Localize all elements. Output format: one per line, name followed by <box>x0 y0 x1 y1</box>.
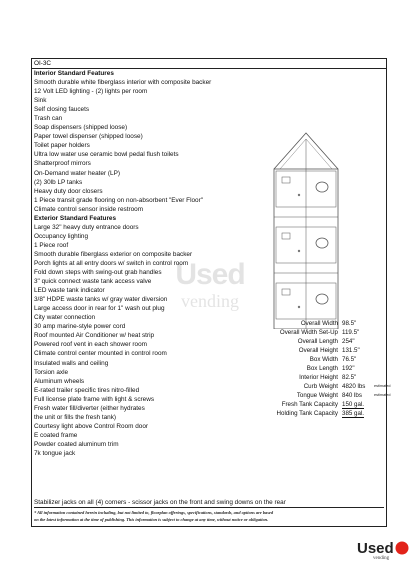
feature-line: Smooth durable white fiberglass interior with composite backer <box>34 79 212 87</box>
spec-label: Interior Height <box>299 374 338 382</box>
spec-row <box>228 337 388 346</box>
spec-row <box>228 382 391 391</box>
toilet-icon <box>316 294 328 304</box>
spec-row <box>228 409 388 418</box>
door-handle-icon <box>298 306 300 308</box>
feature-line: Powder coated aluminum trim <box>34 440 119 448</box>
feature-line: On-Demand water heater (LP) <box>34 169 120 177</box>
section-heading: Exterior Standard Features <box>34 214 117 222</box>
spec-label: Overall Width <box>300 320 338 327</box>
feature-line: Aluminum wheels <box>34 377 85 385</box>
spec-value: 76.5" <box>342 356 357 364</box>
feature-line: Climate control sensor inside restroom <box>34 205 144 213</box>
spec-note: estimated <box>374 393 391 398</box>
spec-note: estimated <box>374 384 391 389</box>
feature-line: Porch lights at all entry doors w/ switch in control room <box>34 259 189 267</box>
spec-value: 4820 lbs <box>342 383 366 391</box>
spec-row <box>228 355 388 364</box>
feature-line: Roof mounted Air Conditioner w/ heat strip <box>34 332 155 340</box>
feature-line: Smooth durable fiberglass exterior on composite backer <box>34 250 193 258</box>
spec-value: 98.5" <box>342 320 357 327</box>
spec-value: 840 lbs <box>342 392 362 400</box>
spec-value: 385 gal. <box>342 410 365 418</box>
feature-line: E-rated trailer specific tires nitro-filled <box>34 386 140 394</box>
feature-line: Powered roof vent in each shower room <box>34 341 147 349</box>
spec-label: Overall Width Set-Up <box>279 329 338 337</box>
feature-line: Torsion axle <box>34 368 69 376</box>
feature-line: E coated frame <box>34 431 78 439</box>
sink-icon <box>282 233 290 239</box>
feature-line: 7k tongue jack <box>34 449 76 457</box>
toilet-icon <box>316 238 328 248</box>
feature-line: 3" quick connect waste tank access valve <box>34 278 152 286</box>
watermark <box>150 258 270 318</box>
watermark-subtext: vending <box>181 291 239 311</box>
feature-line: Self closing faucets <box>34 106 90 114</box>
spec-value: 82.5" <box>342 374 357 382</box>
spec-table <box>228 319 391 419</box>
spec-label: Fresh Tank Capacity <box>281 401 338 409</box>
section-heading: Interior Standard Features <box>34 70 114 77</box>
feature-line: Large 32" heavy duty entrance doors <box>34 223 139 231</box>
spec-value: 254" <box>342 338 355 346</box>
spec-value: 192" <box>342 365 355 373</box>
feature-line: Ultra low water use ceramic bowl pedal flush toilets <box>34 151 179 159</box>
feature-line: City water connection <box>34 314 96 322</box>
feature-line: Courtesy light above Control Room door <box>34 422 149 430</box>
spec-label: Holding Tank Capacity <box>276 410 338 418</box>
spec-value: 119.5" <box>342 329 360 337</box>
spec-label: Box Length <box>306 365 338 373</box>
feature-line: (2) 30lb LP tanks <box>34 178 83 186</box>
feature-line-stabilizer: Stabilizer jacks on all (4) corners - scissor jacks on the front and swing downs on the rear <box>34 499 286 506</box>
spec-row <box>228 328 388 337</box>
sheet-header <box>32 59 386 69</box>
feature-line: Insulated walls and ceiling <box>34 359 109 367</box>
feature-line: Heavy duty door closers <box>34 187 103 195</box>
spec-value: 131.5" <box>342 347 360 355</box>
feature-line: Shatterproof mirrors <box>34 160 91 168</box>
spec-value: 150 gal. <box>342 401 365 409</box>
logo-red-badge <box>396 542 409 555</box>
logo-tagline: vending <box>373 556 390 560</box>
disclaimer <box>34 509 384 523</box>
feature-line: Soap dispensers (shipped loose) <box>34 124 128 132</box>
feature-line: 3/8" HDPE waste tanks w/ gray water diversion <box>34 296 168 304</box>
spec-row <box>228 364 388 373</box>
feature-line: Full license plate frame with light & screws <box>34 395 155 403</box>
feature-line: the unit or fills the fresh tank) <box>34 413 117 421</box>
restroom-trailer-drawing <box>270 131 342 329</box>
sink-icon <box>282 289 290 295</box>
feature-line: 1 Piece transit grade flooring on non-absorbent "Ever Floor" <box>34 196 204 204</box>
model-code: OI-3C <box>34 60 52 67</box>
watermark-text: Used <box>175 258 245 291</box>
spec-label: Overall Height <box>298 347 338 355</box>
feature-line: Fresh water fill/diverter (either hydrates <box>34 404 145 412</box>
spec-row <box>228 391 391 400</box>
disclaimer-rule <box>34 507 384 508</box>
spec-label: Box Width <box>309 356 338 364</box>
logo-text-used: Used <box>357 540 394 557</box>
door-handle-icon <box>298 250 300 252</box>
feature-line: Trash can <box>34 115 63 123</box>
door-handle-icon <box>298 194 300 196</box>
spec-label: Tongue Weight <box>296 392 338 400</box>
toilet-icon <box>316 182 328 192</box>
spec-row <box>228 373 388 382</box>
feature-line: Sink <box>34 97 47 105</box>
usedvending-logo <box>355 538 411 560</box>
feature-line: Toilet paper holders <box>34 142 90 150</box>
feature-line: Fold down steps with swing-out grab handles <box>34 269 162 277</box>
feature-line: Climate control center mounted in control room <box>34 350 167 358</box>
spec-label: Curb Weight <box>303 383 338 391</box>
feature-line: 1 Piece roof <box>34 241 69 249</box>
sink-icon <box>282 177 290 183</box>
feature-line: Large access door in rear for 1" wash out plug <box>34 305 165 313</box>
disclaimer-line-1: * All information contained herein including, but not limited to, floorplan offerings, specifications, standards, and options are based <box>34 510 274 515</box>
feature-line: 12 Volt LED lighting - (2) lights per room <box>34 88 148 96</box>
feature-line: 30 amp marine-style power cord <box>34 323 126 331</box>
feature-line: Paper towel dispenser (shipped loose) <box>34 133 143 141</box>
disclaimer-line-2: on the latest information at the time of publishing. This information is subject to change at any time, without notice or obligation. <box>34 517 269 522</box>
spec-label: Overall Length <box>297 338 338 346</box>
spec-row <box>228 400 388 409</box>
spec-row <box>228 346 388 355</box>
feature-line: Occupancy lighting <box>34 232 88 240</box>
feature-line: LED waste tank indicator <box>34 287 105 295</box>
